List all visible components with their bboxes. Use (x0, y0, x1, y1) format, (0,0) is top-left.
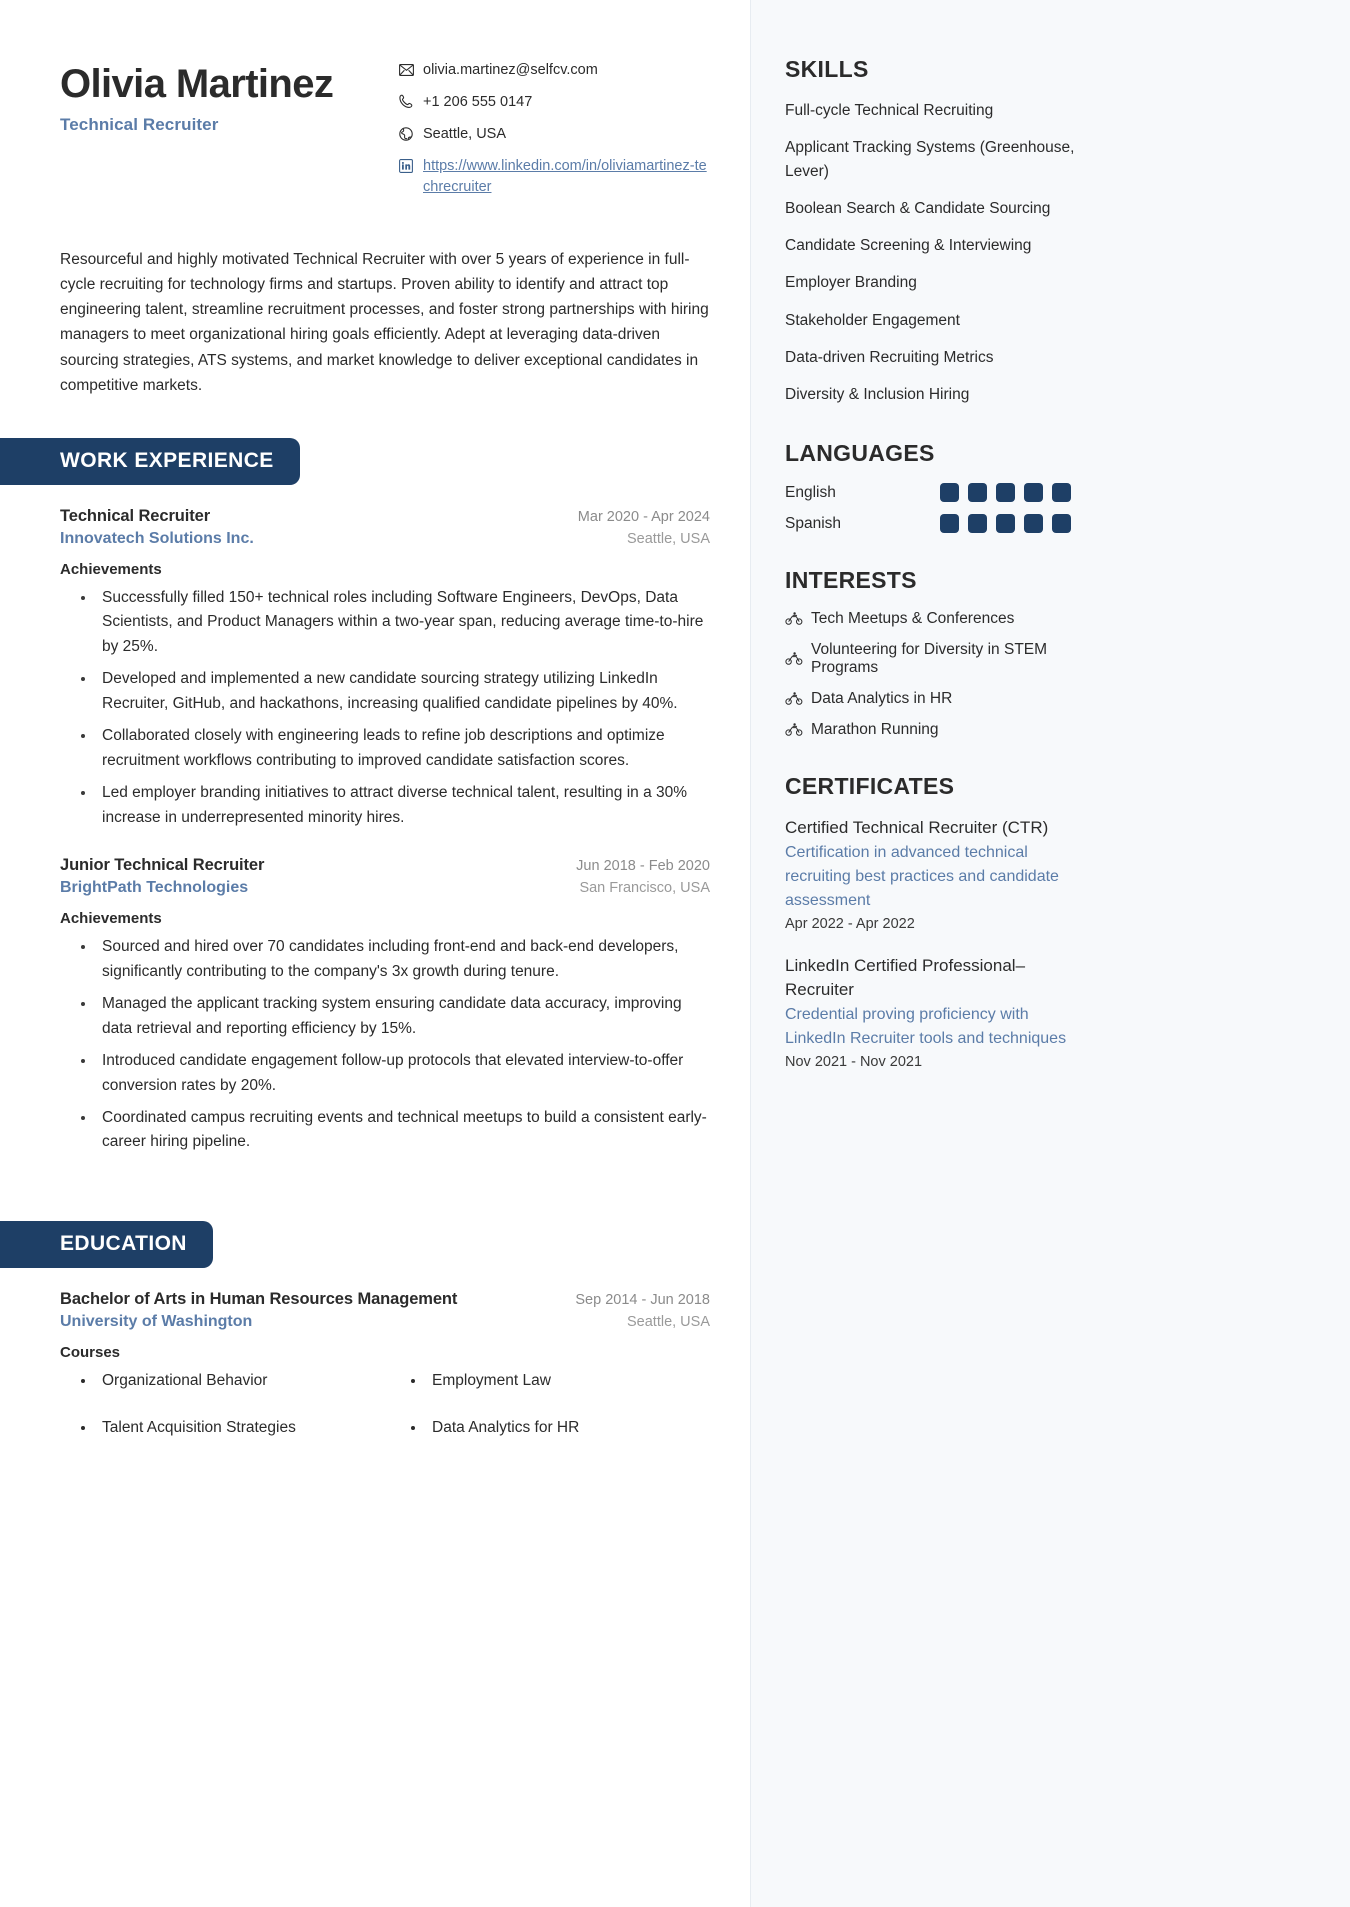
education-entry (60, 1290, 710, 1464)
work-entry-title: Junior Technical Recruiter (60, 856, 265, 875)
bicycle-icon (785, 723, 803, 737)
bullet-item: • Developed and implemented a new candidate sourcing strategy utilizing LinkedIn Recruiter, GitHub, and hackathons, increasing qualified candidate pipelines by 40%. (96, 667, 710, 716)
work-entry-title: Technical Recruiter (60, 506, 211, 525)
name-block (60, 52, 333, 135)
skill-item: Data-driven Recruiting Metrics (785, 348, 994, 366)
education-entry-left (60, 1290, 575, 1331)
level-dot (968, 483, 987, 502)
certificate-description: Certification in advanced technical recruiting best practices and candidate assessment (785, 844, 1059, 910)
education-entry-title: Bachelor of Arts in Human Resources Management (60, 1289, 458, 1308)
bullet-item: • Managed the applicant tracking system ensuring candidate data accuracy, improving data retrieval and reporting efficiency by 15%. (96, 992, 710, 1041)
contact-location (398, 124, 710, 145)
interest-label: Tech Meetups & Conferences (811, 610, 1015, 628)
bullet-item: • Introduced candidate engagement follow-up protocols that elevated interview-to-offer conversion rates by 20%. (96, 1049, 710, 1098)
skill-item: Employer Branding (785, 274, 917, 292)
work-entry-head (60, 856, 710, 897)
bullet-item: • Collaborated closely with engineering leads to refine job descriptions and optimize recruitment workflows contributing to improved candidate satisfaction scores. (96, 724, 710, 773)
bullet-item: • Sourced and hired over 70 candidates including front-end and back-end developers, significantly contributing to the company's 3x growth during tenure. (96, 935, 710, 984)
sidebar-section-interests (785, 567, 1310, 739)
level-dot (968, 514, 987, 533)
bullet-item: • Successfully filled 150+ technical roles including Software Engineers, DevOps, Data Scientists, and Product Managers within a two-year span, reducing average time-to-hire by 25%. (96, 586, 710, 659)
certificate-name: Certified Technical Recruiter (CTR) (785, 818, 1049, 838)
bullet-item: • Led employer branding initiatives to attract diverse technical talent, resulting in a 30% increase in underrepresented minority hires. (96, 781, 710, 830)
work-entry-date: Mar 2020 - Apr 2024 (577, 508, 710, 525)
skill-item: Applicant Tracking Systems (Greenhouse, Lever) (785, 139, 1075, 180)
sidebar-heading-languages: LANGUAGES (785, 440, 935, 467)
contact-linkedin[interactable] (398, 156, 710, 198)
sidebar-section-skills (785, 56, 1310, 406)
contact-block (398, 52, 710, 209)
sidebar-section-certificates (785, 773, 1310, 1069)
resume-header (60, 52, 710, 209)
interest-item (785, 690, 1075, 708)
interest-item (785, 721, 1075, 739)
certificate-date: Nov 2021 - Nov 2021 (785, 1053, 923, 1070)
contact-phone-text: +1 206 555 0147 (423, 94, 533, 111)
contact-email-text: olivia.martinez@selfcv.com (423, 62, 598, 78)
level-dot (940, 514, 959, 533)
bicycle-icon (785, 692, 803, 706)
courses-grid (60, 1369, 710, 1464)
interest-label: Marathon Running (811, 721, 939, 739)
skill-item: Diversity & Inclusion Hiring (785, 386, 970, 403)
work-entry-location: San Francisco, USA (579, 880, 710, 897)
bicycle-icon (785, 612, 803, 626)
work-entry (60, 856, 710, 1155)
work-entry-bullets (60, 586, 710, 830)
certificate-item (785, 816, 1075, 932)
sidebar (750, 0, 1350, 1907)
contact-email (398, 60, 710, 81)
work-entry-org: Innovatech Solutions Inc. (60, 529, 254, 547)
envelope-icon (398, 61, 414, 78)
certificate-item (785, 954, 1075, 1070)
course-item: • Organizational Behavior (96, 1369, 380, 1392)
work-entry-bullets (60, 935, 710, 1155)
contact-location-text: Seattle, USA (423, 126, 507, 143)
work-entry-location: Seattle, USA (626, 530, 710, 547)
level-dot (996, 514, 1015, 533)
contact-linkedin-link[interactable]: https://www.linkedin.com/in/oliviamartinez-techrecruiter (423, 158, 707, 196)
course-item: • Talent Acquisition Strategies (96, 1416, 380, 1439)
globe-icon (398, 125, 414, 142)
level-dot (1052, 483, 1071, 502)
courses-column-right (390, 1369, 710, 1464)
work-entry-head (60, 507, 710, 548)
phone-icon (398, 93, 414, 110)
skill-item: Candidate Screening & Interviewing (785, 237, 1032, 254)
level-dot (940, 483, 959, 502)
sidebar-heading-skills: SKILLS (785, 56, 869, 82)
level-dot (1052, 514, 1071, 533)
sidebar-heading-certificates: CERTIFICATES (785, 773, 955, 800)
course-item: • Data Analytics for HR (426, 1416, 710, 1439)
interest-label: Volunteering for Diversity in STEM Programs (811, 641, 1048, 677)
level-dot (996, 483, 1015, 502)
language-name: English (785, 483, 836, 501)
work-entry (60, 507, 710, 830)
sidebar-section-languages (785, 440, 1310, 533)
work-entry-right (578, 509, 710, 547)
sidebar-heading-interests: INTERESTS (785, 567, 917, 594)
certificate-name: LinkedIn Certified Professional–Recruiter (785, 956, 1026, 999)
language-name: Spanish (785, 514, 842, 532)
work-entry-sub-label: Achievements (60, 560, 162, 578)
education-entry-right (575, 1292, 710, 1330)
work-entry-left (60, 856, 576, 897)
education-entry-org: University of Washington (60, 1312, 253, 1330)
section-heading-education: EDUCATION (0, 1221, 213, 1268)
skill-item: Stakeholder Engagement (785, 311, 960, 329)
work-entry-left (60, 507, 578, 548)
language-row (785, 483, 1310, 502)
candidate-job-title: Technical Recruiter (60, 114, 219, 134)
course-item: • Employment Law (426, 1369, 710, 1392)
skill-item: Full-cycle Technical Recruiting (785, 102, 994, 119)
work-entry-date: Jun 2018 - Feb 2020 (576, 858, 710, 875)
level-dot (1024, 514, 1043, 533)
interest-item (785, 610, 1075, 628)
bicycle-icon (785, 652, 803, 666)
courses-column-left (60, 1369, 380, 1464)
education-entry-date: Sep 2014 - Jun 2018 (575, 1291, 710, 1308)
professional-summary: Resourceful and highly motivated Technical Recruiter with over 5 years of experience in full-cycle recruiting for technology firms and startups. Proven ability to identify and attract top engineering talent, streamline recruitment processes, and foster strong partnerships with hiring managers to meet organizational hiring goals efficiently. Adept at leveraging data-driven sourcing strategies, ATS systems, and market knowledge to deliver exceptional candidates in competitive markets. (60, 251, 709, 394)
work-entry-right (576, 858, 710, 896)
linkedin-icon (398, 157, 414, 174)
candidate-name: Olivia Martinez (60, 62, 334, 106)
interest-item (785, 641, 1075, 677)
language-row (785, 514, 1310, 533)
interest-label: Data Analytics in HR (811, 690, 953, 708)
work-entry-org: BrightPath Technologies (60, 879, 249, 897)
education-entry-location: Seattle, USA (626, 1313, 710, 1330)
bullet-item: • Coordinated campus recruiting events and technical meetups to build a consistent early-career hiring pipeline. (96, 1106, 710, 1155)
contact-phone (398, 92, 710, 113)
certificate-description: Credential proving proficiency with LinkedIn Recruiter tools and techniques (785, 1005, 1067, 1047)
section-heading-work-experience: WORK EXPERIENCE (0, 438, 300, 485)
certificate-date: Apr 2022 - Apr 2022 (785, 916, 915, 933)
education-entry-sub-label: Courses (60, 1343, 121, 1361)
work-entry-sub-label: Achievements (60, 910, 162, 928)
education-entry-head (60, 1290, 710, 1331)
skill-item: Boolean Search & Candidate Sourcing (785, 199, 1051, 217)
language-level-dots (940, 514, 1071, 533)
level-dot (1024, 483, 1043, 502)
language-level-dots (940, 483, 1071, 502)
